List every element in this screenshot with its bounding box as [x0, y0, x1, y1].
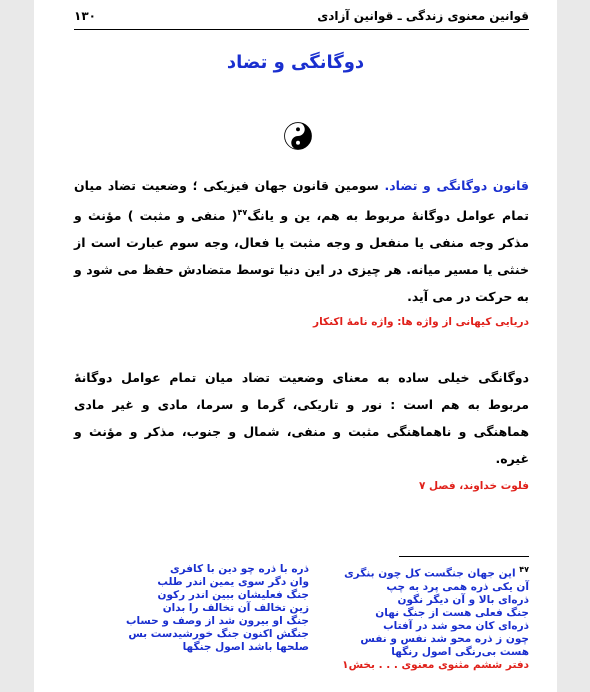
poem-line: صلحها باشد اصول جنگها: [182, 641, 309, 653]
poem-line: ذره‌ای کان محو شد در آفتاب: [383, 619, 529, 632]
poem-line: هست بی‌رنگی اصول رنگها: [391, 645, 529, 658]
header-title: قوانین معنوی زندگی ـ قوانین آزادی: [317, 9, 529, 23]
footnote-ref: ۴۷: [237, 208, 248, 217]
paragraph-1: [74, 172, 529, 310]
page-header: [74, 9, 529, 30]
poem-line: جنگ فعلی هست از جنگ نهان: [375, 606, 529, 619]
poem-line: جنگ او بیرون شد از وصف و حساب: [125, 615, 309, 627]
footnote-poem-left: [109, 563, 309, 654]
poem-line: جنگ فعلیشان ببین اندر رکون: [157, 589, 309, 601]
poem-line: آن یکی ذره همی پرد به چپ: [386, 580, 529, 593]
footnote-divider: [399, 556, 529, 557]
poem-line: جنگش اکنون جنگ خورشیدست بس: [128, 628, 309, 640]
poem-line: چون ز ذره محو شد نفس و نفس: [360, 632, 529, 645]
page-number: ۱۳۰: [74, 9, 96, 23]
paragraph-2: دوگانگی خیلی ساده به معنای وضعیت تضاد میان تمام عوامل دوگانهٔ مربوط به هم است : نور و تاریکی، گرما و سرما، مادی و غیر مادی هماهنگی و ناهماهنگی مثبت و منفی، شمال و جنوب، مذکر و مؤنث و غیره.: [74, 370, 529, 466]
section-title: دوگانگی و تضاد: [226, 52, 365, 73]
footnote-poem-right: [329, 563, 529, 672]
yin-yang-icon: [284, 122, 312, 150]
document-page: [34, 0, 557, 692]
law-name: قانون دوگانگی و تضاد.: [384, 178, 529, 193]
poem-line: وان دگر سوی یمین اندر طلب: [157, 576, 309, 588]
paragraph-1-text-a: سومین قانون جهان فیزیکی ؛ وضعیت تضاد میان تمام عوامل دوگانهٔ مربوط به هم، ین و یانگ: [74, 178, 529, 224]
poem-line: ذره‌ای بالا و آن دیگر نگون: [397, 593, 529, 606]
source-citation-2: فلوت خداوند، فصل ۷: [418, 480, 529, 492]
poem-line: $^{۴۷}$ این جهان جنگست کل چون بنگری: [344, 565, 529, 580]
poem-line: زین تخالف آن تخالف را بدان: [162, 602, 309, 614]
poem-source: دفتر ششم مثنوی معنوی . . . بخش۱: [342, 658, 529, 671]
source-citation-1: دریایی کیهانی از واژه ها: واژه نامهٔ اکنکار: [313, 316, 529, 328]
footnote-number: ۴۷: [519, 565, 529, 574]
poem-line: ذره با ذره چو دین با کافری: [170, 563, 309, 575]
paragraph-1-text-b: ( منفی و مثبت ) مؤنث و مذکر وجه منفی یا منفعل و وجه مثبت یا فعال، وجه سوم عبارت است از خنثی یا مسیر میانه. هر چیزی در این دنیا توسط متضادش حفظ می شود و به حرکت در می آید.: [74, 208, 529, 305]
